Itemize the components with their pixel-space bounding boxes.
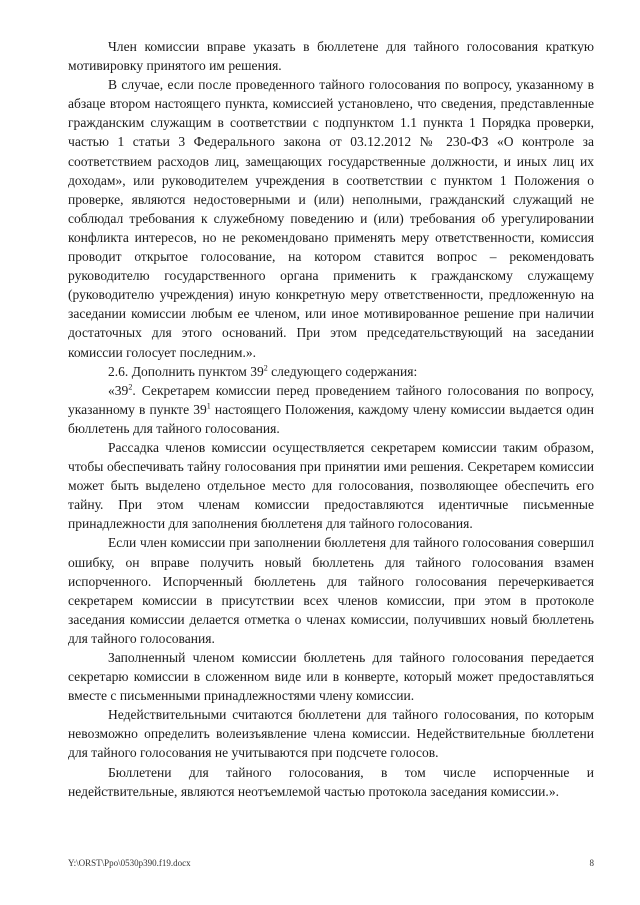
superscript: 2: [263, 363, 268, 373]
point-text-end: настоящего Положения, каждому члену комиссии выдается один бюллетень для тайного голосования.: [68, 401, 594, 436]
document-body: [68, 37, 594, 801]
page-number: 8: [589, 858, 594, 868]
paragraph-voting-motivation: Член комиссии вправе указать в бюллетене для тайного голосования краткую мотивировку принятого им решения.: [68, 39, 594, 74]
paragraph-ballots-protocol: Бюллетени для тайного голосования, в том числе испорченные и недействительные, являются неотъемлемой частью протокола заседания комиссии.».: [68, 764, 594, 799]
paragraph-filled-ballot: Заполненный членом комиссии бюллетень для тайного голосования передается секретарю комиссии в сложенном виде или в конверте, который может предоставляться вместе с письменными принадлежностями члену комиссии.: [68, 650, 594, 704]
point-number: «39: [108, 382, 129, 398]
paragraph-seating: Рассадка членов комиссии осуществляется секретарем комиссии таким образом, чтобы обеспечивать тайну голосования при принятии ими решения. Секретарем комиссии может быть выделено отдельное место для голосования, позволяющее обеспечить его тайну. При этом членам комиссии предоставляются идентичные письменные принадлежности для заполнения бюллетеня для тайного голосования.: [68, 439, 594, 532]
point-text: . Секретарем комиссии перед проведением тайного голосования по вопросу, указанному в пункте 39: [68, 382, 594, 417]
page-footer: [68, 856, 594, 870]
superscript: 2: [128, 382, 133, 392]
superscript: 1: [206, 401, 211, 411]
paragraph-point-39-2: [68, 381, 594, 438]
amendment-text-end: следующего содержания:: [267, 363, 418, 379]
paragraph-invalid-ballots: Недействительными считаются бюллетени для тайного голосования, по которым невозможно определить волеизъявление члена комиссии. Недействительные бюллетени для тайного голосования не учитываются при подсчете голосов.: [68, 707, 594, 761]
paragraph-spoiled-ballot: Если член комиссии при заполнении бюллетеня для тайного голосования совершил ошибку, он вправе получить новый бюллетень для тайного голосования взамен испорченного. Испорченный бюллетень для тайного голосования перечеркивается секретарем комиссии в присутствии всех членов комиссии, при этом в протоколе заседания комиссии делается отметка о членах комиссии, получивших новый бюллетень для тайного голосования.: [68, 535, 594, 646]
paragraph-amendment-2-6: [68, 362, 594, 381]
amendment-text-start: 2.6. Дополнить пунктом 39: [108, 363, 264, 379]
paragraph-open-voting: В случае, если после проведенного тайного голосования по вопросу, указанному в абзаце втором настоящего пункта, комиссией установлено, что сведения, представленные гражданским служащим в соответствии с подпунктом 1.1 пункта 1 Порядка проверки, частью 1 статьи 3 Федерального закона от 03.12.2012 № 230-ФЗ «О контроле за соответствием расходов лиц, замещающих государственные должности, и иных лиц их доходам», или руководителем учреждения в соответствии с пунктом 1 Положения о проверке, являются недостоверными и (или) неполными, гражданский служащий не соблюдал требования к служебному поведению и (или) требования об урегулировании конфликта интересов, но не рекомендовано применять меру ответственности, комиссия проводит открытое голосование, на котором ставится вопрос – рекомендовать руководителю государственного органа применить к гражданскому служащему (руководителю учреждения) иную конкретную меру ответственности, предложенную на заседании комиссии любым ее членом, или иное мотивированное решение при наличии достаточных для этого оснований. При этом председательствующий на заседании комиссии голосует последним.».: [68, 77, 594, 360]
file-path: Y:\ORST\Ppo\0530p390.f19.docx: [68, 858, 191, 868]
